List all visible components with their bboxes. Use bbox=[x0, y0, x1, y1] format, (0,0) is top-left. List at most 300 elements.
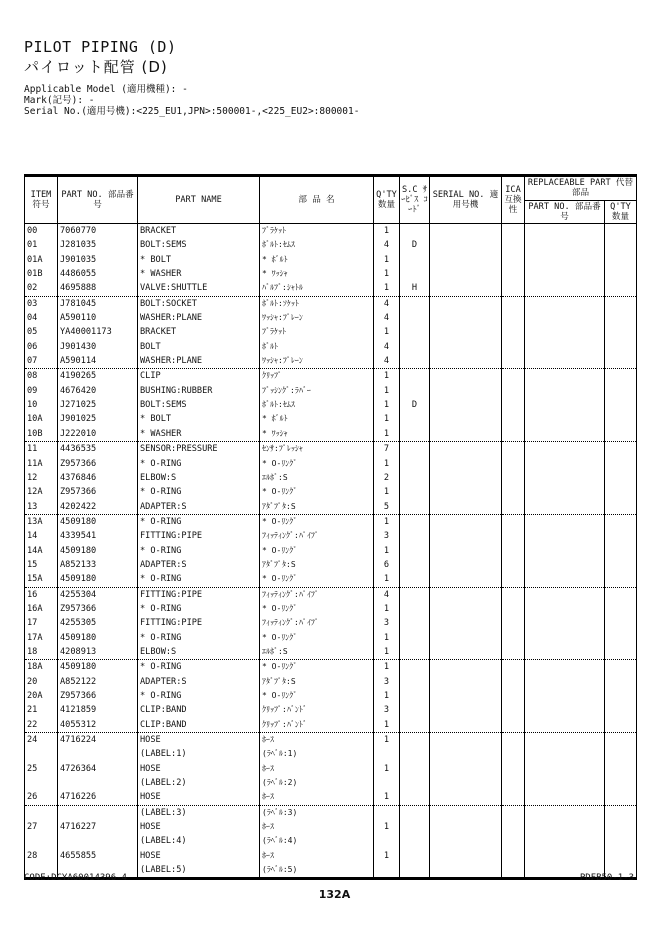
replaceable-part-no-cell bbox=[525, 412, 605, 426]
serial-no-cell bbox=[430, 645, 502, 660]
part-name-cell: CLIP:BAND bbox=[138, 703, 260, 717]
service-code-cell bbox=[400, 849, 430, 863]
table-row bbox=[25, 485, 637, 499]
item-cell: 07 bbox=[25, 354, 58, 369]
serial-no-cell bbox=[430, 660, 502, 675]
part-no-cell: 4716224 bbox=[58, 733, 138, 748]
serial-no-cell bbox=[430, 427, 502, 442]
ica-cell bbox=[502, 354, 525, 369]
table-row bbox=[25, 675, 637, 689]
jp-name-cell: ﾌｨｯﾃｨﾝｸﾞ:ﾊﾟｲﾌﾟ bbox=[260, 587, 374, 602]
serial-no-cell bbox=[430, 340, 502, 354]
part-name-cell: * O-RING bbox=[138, 457, 260, 471]
item-cell: 05 bbox=[25, 325, 58, 339]
table-row bbox=[25, 790, 637, 805]
item-cell: 00 bbox=[25, 224, 58, 239]
part-no-cell: 4509180 bbox=[58, 544, 138, 558]
header-item-label: ITEM 符号 bbox=[30, 190, 52, 210]
jp-name-cell: ﾎﾞﾙﾄ bbox=[260, 340, 374, 354]
part-name-cell: * O-RING bbox=[138, 572, 260, 587]
serial-no-cell bbox=[430, 689, 502, 703]
page-title: PILOT PIPING (D) bbox=[24, 38, 177, 56]
ica-cell bbox=[502, 267, 525, 281]
header-replaceable-part-no bbox=[525, 200, 605, 224]
replaceable-qty-cell bbox=[605, 834, 637, 848]
header-serial-no bbox=[430, 176, 502, 224]
part-no-cell: A852122 bbox=[58, 675, 138, 689]
part-no-cell: Z957366 bbox=[58, 602, 138, 616]
item-cell bbox=[25, 834, 58, 848]
jp-name-cell: ﾌﾞﾗｹｯﾄ bbox=[260, 325, 374, 339]
ica-cell bbox=[502, 631, 525, 645]
mark: Mark(記号): - bbox=[24, 95, 95, 106]
serial-no-cell bbox=[430, 790, 502, 805]
table-row bbox=[25, 660, 637, 675]
serial-no-cell bbox=[430, 500, 502, 515]
qty-cell: 1 bbox=[374, 660, 400, 675]
ica-cell bbox=[502, 645, 525, 660]
replaceable-part-no-cell bbox=[525, 354, 605, 369]
header-service-code bbox=[400, 176, 430, 224]
qty-cell: 1 bbox=[374, 602, 400, 616]
jp-name-cell: * O-ﾘﾝｸﾞ bbox=[260, 544, 374, 558]
qty-cell: 1 bbox=[374, 267, 400, 281]
replaceable-qty-cell bbox=[605, 675, 637, 689]
part-no-cell: 4339541 bbox=[58, 529, 138, 543]
table-row bbox=[25, 834, 637, 848]
item-cell: 06 bbox=[25, 340, 58, 354]
serial-no-cell bbox=[430, 384, 502, 398]
item-cell: 04 bbox=[25, 311, 58, 325]
qty-cell: 1 bbox=[374, 427, 400, 442]
replaceable-qty-cell bbox=[605, 616, 637, 630]
service-code-cell bbox=[400, 325, 430, 339]
replaceable-part-no-cell bbox=[525, 631, 605, 645]
jp-name-cell: ﾜｯｼｬ:ﾌﾟﾚｰﾝ bbox=[260, 354, 374, 369]
replaceable-part-no-cell bbox=[525, 587, 605, 602]
serial-no-cell bbox=[430, 281, 502, 296]
part-name-cell: BUSHING:RUBBER bbox=[138, 384, 260, 398]
header-qty-label: Q'TY 数量 bbox=[376, 190, 397, 210]
serial-no-cell bbox=[430, 267, 502, 281]
replaceable-qty-cell bbox=[605, 384, 637, 398]
replaceable-qty-cell bbox=[605, 325, 637, 339]
jp-name-cell: * O-ﾘﾝｸﾞ bbox=[260, 485, 374, 499]
table-row bbox=[25, 820, 637, 834]
item-cell: 11A bbox=[25, 457, 58, 471]
part-name-cell: HOSE bbox=[138, 733, 260, 748]
serial-no-cell bbox=[430, 587, 502, 602]
replaceable-part-no-cell bbox=[525, 500, 605, 515]
replaceable-qty-cell bbox=[605, 587, 637, 602]
item-cell: 18A bbox=[25, 660, 58, 675]
replaceable-part-no-cell bbox=[525, 427, 605, 442]
item-cell: 13A bbox=[25, 514, 58, 529]
jp-name-cell: ｸﾘｯﾌﾟ:ﾊﾞﾝﾄﾞ bbox=[260, 718, 374, 733]
document-reference: PDFB50-1-3 bbox=[579, 873, 634, 883]
table-row bbox=[25, 762, 637, 776]
part-no-cell: 4376846 bbox=[58, 471, 138, 485]
qty-cell: 4 bbox=[374, 238, 400, 252]
replaceable-qty-cell bbox=[605, 427, 637, 442]
serial-no-cell bbox=[430, 325, 502, 339]
jp-name-cell: ﾜｯｼｬ:ﾌﾟﾚｰﾝ bbox=[260, 311, 374, 325]
qty-cell: 1 bbox=[374, 369, 400, 384]
qty-cell: 2 bbox=[374, 471, 400, 485]
part-no-cell: J901025 bbox=[58, 412, 138, 426]
table-row bbox=[25, 544, 637, 558]
replaceable-qty-cell bbox=[605, 253, 637, 267]
qty-cell: 1 bbox=[374, 514, 400, 529]
service-code-cell bbox=[400, 544, 430, 558]
part-no-cell: YA40001173 bbox=[58, 325, 138, 339]
replaceable-part-no-cell bbox=[525, 849, 605, 863]
part-name-cell: * BOLT bbox=[138, 412, 260, 426]
item-cell: 12A bbox=[25, 485, 58, 499]
jp-name-cell: ｴﾙﾎﾞ:S bbox=[260, 645, 374, 660]
part-name-cell: (LABEL:3) bbox=[138, 805, 260, 820]
part-name-cell: BOLT:SEMS bbox=[138, 398, 260, 412]
header-ica bbox=[502, 176, 525, 224]
replaceable-qty-cell bbox=[605, 514, 637, 529]
jp-name-cell: ｴﾙﾎﾞ:S bbox=[260, 471, 374, 485]
replaceable-part-no-cell bbox=[525, 296, 605, 311]
qty-cell: 1 bbox=[374, 572, 400, 587]
item-cell: 01 bbox=[25, 238, 58, 252]
ica-cell bbox=[502, 514, 525, 529]
table-row bbox=[25, 412, 637, 426]
item-cell: 10 bbox=[25, 398, 58, 412]
ica-cell bbox=[502, 689, 525, 703]
item-cell bbox=[25, 747, 58, 761]
item-cell: 28 bbox=[25, 849, 58, 863]
item-cell: 20A bbox=[25, 689, 58, 703]
table-row bbox=[25, 238, 637, 252]
replaceable-qty-cell bbox=[605, 558, 637, 572]
replaceable-qty-cell bbox=[605, 733, 637, 748]
qty-cell: 7 bbox=[374, 442, 400, 457]
part-no-cell: J901430 bbox=[58, 340, 138, 354]
header-ica-label: ICA 互換性 bbox=[504, 185, 522, 215]
jp-name-cell: ﾎｰｽ bbox=[260, 849, 374, 863]
replaceable-qty-cell bbox=[605, 224, 637, 239]
qty-cell: 4 bbox=[374, 354, 400, 369]
service-code-cell bbox=[400, 485, 430, 499]
service-code-cell bbox=[400, 457, 430, 471]
ica-cell bbox=[502, 790, 525, 805]
replaceable-qty-cell bbox=[605, 412, 637, 426]
serial-no-cell bbox=[430, 354, 502, 369]
part-name-cell: * O-RING bbox=[138, 485, 260, 499]
jp-name-cell: * O-ﾘﾝｸﾞ bbox=[260, 602, 374, 616]
table-row bbox=[25, 369, 637, 384]
replaceable-part-no-cell bbox=[525, 660, 605, 675]
header-replaceable-qty bbox=[605, 200, 637, 224]
ica-cell bbox=[502, 457, 525, 471]
item-cell: 17 bbox=[25, 616, 58, 630]
qty-cell: 3 bbox=[374, 616, 400, 630]
jp-name-cell: * ﾎﾞﾙﾄ bbox=[260, 412, 374, 426]
service-code-cell bbox=[400, 572, 430, 587]
ica-cell bbox=[502, 776, 525, 790]
ica-cell bbox=[502, 863, 525, 879]
header-service-code-label: S.C ｻｰﾋﾞｽ ｺｰﾄﾞ bbox=[401, 185, 428, 215]
item-cell: 18 bbox=[25, 645, 58, 660]
service-code-cell bbox=[400, 514, 430, 529]
ica-cell bbox=[502, 500, 525, 515]
replaceable-qty-cell bbox=[605, 442, 637, 457]
ica-cell bbox=[502, 733, 525, 748]
serial-no-cell bbox=[430, 471, 502, 485]
replaceable-qty-cell bbox=[605, 602, 637, 616]
part-no-cell bbox=[58, 747, 138, 761]
serial-no-cell bbox=[430, 776, 502, 790]
service-code-cell bbox=[400, 253, 430, 267]
part-name-cell: SENSOR:PRESSURE bbox=[138, 442, 260, 457]
service-code-cell bbox=[400, 224, 430, 239]
replaceable-qty-cell bbox=[605, 544, 637, 558]
jp-name-cell: ﾌｨｯﾃｨﾝｸﾞ:ﾊﾟｲﾌﾟ bbox=[260, 529, 374, 543]
table-row bbox=[25, 325, 637, 339]
jp-name-cell: * ﾎﾞﾙﾄ bbox=[260, 253, 374, 267]
jp-name-cell: ｱﾀﾞﾌﾟﾀ:S bbox=[260, 558, 374, 572]
item-cell: 14 bbox=[25, 529, 58, 543]
service-code-cell bbox=[400, 558, 430, 572]
table-row bbox=[25, 703, 637, 717]
jp-name-cell: * O-ﾘﾝｸﾞ bbox=[260, 572, 374, 587]
jp-name-cell: * O-ﾘﾝｸﾞ bbox=[260, 631, 374, 645]
serial-no-cell bbox=[430, 558, 502, 572]
ica-cell bbox=[502, 572, 525, 587]
service-code-cell: H bbox=[400, 281, 430, 296]
part-name-cell: ADAPTER:S bbox=[138, 500, 260, 515]
header-jp-name-label: 部 品 名 bbox=[298, 195, 335, 205]
part-no-cell: A590110 bbox=[58, 311, 138, 325]
item-cell: 12 bbox=[25, 471, 58, 485]
serial-no-cell bbox=[430, 238, 502, 252]
part-no-cell: 4509180 bbox=[58, 631, 138, 645]
table-row bbox=[25, 602, 637, 616]
replaceable-part-no-cell bbox=[525, 457, 605, 471]
replaceable-qty-cell bbox=[605, 311, 637, 325]
ica-cell bbox=[502, 253, 525, 267]
item-cell: 15A bbox=[25, 572, 58, 587]
serial-no-cell bbox=[430, 369, 502, 384]
part-no-cell: 4255304 bbox=[58, 587, 138, 602]
jp-name-cell: ﾎｰｽ bbox=[260, 820, 374, 834]
jp-name-cell: ｾﾝｻ:ﾌﾟﾚｯｼｬ bbox=[260, 442, 374, 457]
header-part-no bbox=[58, 176, 138, 224]
part-name-cell: WASHER:PLANE bbox=[138, 354, 260, 369]
parts-table-body bbox=[25, 224, 637, 879]
service-code-cell bbox=[400, 500, 430, 515]
jp-name-cell: ﾎｰｽ bbox=[260, 733, 374, 748]
part-no-cell: A852133 bbox=[58, 558, 138, 572]
ica-cell bbox=[502, 442, 525, 457]
part-name-cell: * O-RING bbox=[138, 514, 260, 529]
replaceable-part-no-cell bbox=[525, 471, 605, 485]
ica-cell bbox=[502, 281, 525, 296]
item-cell: 11 bbox=[25, 442, 58, 457]
service-code-cell bbox=[400, 442, 430, 457]
replaceable-part-no-cell bbox=[525, 281, 605, 296]
replaceable-part-no-cell bbox=[525, 820, 605, 834]
service-code-cell bbox=[400, 340, 430, 354]
table-row bbox=[25, 849, 637, 863]
service-code-cell bbox=[400, 602, 430, 616]
table-row bbox=[25, 457, 637, 471]
item-cell: 24 bbox=[25, 733, 58, 748]
ica-cell bbox=[502, 296, 525, 311]
table-row bbox=[25, 747, 637, 761]
ica-cell bbox=[502, 849, 525, 863]
table-row bbox=[25, 718, 637, 733]
item-cell: 15 bbox=[25, 558, 58, 572]
part-name-cell: HOSE bbox=[138, 820, 260, 834]
replaceable-qty-cell bbox=[605, 572, 637, 587]
replaceable-part-no-cell bbox=[525, 340, 605, 354]
part-name-cell: FITTING:PIPE bbox=[138, 529, 260, 543]
qty-cell: 1 bbox=[374, 412, 400, 426]
ica-cell bbox=[502, 616, 525, 630]
ica-cell bbox=[502, 412, 525, 426]
qty-cell: 1 bbox=[374, 384, 400, 398]
part-name-cell: BRACKET bbox=[138, 325, 260, 339]
jp-name-cell: * O-ﾘﾝｸﾞ bbox=[260, 689, 374, 703]
replaceable-qty-cell bbox=[605, 689, 637, 703]
part-no-cell: 4486055 bbox=[58, 267, 138, 281]
jp-name-cell: ﾌﾞｯｼﾝｸﾞ:ﾗﾊﾞｰ bbox=[260, 384, 374, 398]
serial-no-cell bbox=[430, 572, 502, 587]
serial-no-cell bbox=[430, 398, 502, 412]
header-part-name bbox=[138, 176, 260, 224]
parts-table bbox=[24, 174, 637, 880]
service-code-cell bbox=[400, 733, 430, 748]
serial-no-cell bbox=[430, 296, 502, 311]
jp-name-cell: ﾌｨｯﾃｨﾝｸﾞ:ﾊﾟｲﾌﾟ bbox=[260, 616, 374, 630]
part-no-cell: 4190265 bbox=[58, 369, 138, 384]
part-no-cell: 4695888 bbox=[58, 281, 138, 296]
part-name-cell: (LABEL:2) bbox=[138, 776, 260, 790]
item-cell: 10A bbox=[25, 412, 58, 426]
part-no-cell: J271025 bbox=[58, 398, 138, 412]
ica-cell bbox=[502, 529, 525, 543]
serial-no-cell bbox=[430, 733, 502, 748]
qty-cell: 1 bbox=[374, 457, 400, 471]
serial-no-cell bbox=[430, 544, 502, 558]
part-no-cell: Z957366 bbox=[58, 485, 138, 499]
replaceable-qty-cell bbox=[605, 398, 637, 412]
replaceable-part-no-cell bbox=[525, 253, 605, 267]
replaceable-part-no-cell bbox=[525, 718, 605, 733]
ica-cell bbox=[502, 544, 525, 558]
qty-cell: 1 bbox=[374, 544, 400, 558]
replaceable-qty-cell bbox=[605, 703, 637, 717]
item-cell: 21 bbox=[25, 703, 58, 717]
replaceable-part-no-cell bbox=[525, 398, 605, 412]
ica-cell bbox=[502, 718, 525, 733]
jp-name-cell: * ﾜｯｼｬ bbox=[260, 267, 374, 281]
qty-cell: 1 bbox=[374, 398, 400, 412]
item-cell: 27 bbox=[25, 820, 58, 834]
qty-cell: 1 bbox=[374, 631, 400, 645]
item-cell: 08 bbox=[25, 369, 58, 384]
item-cell: 16 bbox=[25, 587, 58, 602]
jp-name-cell: (ﾗﾍﾞﾙ:4) bbox=[260, 834, 374, 848]
replaceable-qty-cell bbox=[605, 500, 637, 515]
replaceable-part-no-cell bbox=[525, 733, 605, 748]
jp-name-cell: * ﾜｯｼｬ bbox=[260, 427, 374, 442]
part-name-cell: * WASHER bbox=[138, 427, 260, 442]
part-no-cell: 4655855 bbox=[58, 849, 138, 863]
part-no-cell: A590114 bbox=[58, 354, 138, 369]
jp-name-cell: * O-ﾘﾝｸﾞ bbox=[260, 660, 374, 675]
page-title-japanese: パイロット配管 (D) bbox=[24, 58, 168, 76]
service-code-cell bbox=[400, 820, 430, 834]
service-code-cell bbox=[400, 703, 430, 717]
table-row bbox=[25, 398, 637, 412]
header-replaceable-part-no-label: PART NO. 部品番号 bbox=[528, 201, 601, 222]
part-name-cell: ADAPTER:S bbox=[138, 675, 260, 689]
header-part-name-label: PART NAME bbox=[175, 195, 222, 205]
table-row bbox=[25, 296, 637, 311]
ica-cell bbox=[502, 369, 525, 384]
service-code-cell bbox=[400, 718, 430, 733]
service-code-cell bbox=[400, 311, 430, 325]
part-name-cell: HOSE bbox=[138, 849, 260, 863]
service-code-cell bbox=[400, 587, 430, 602]
ica-cell bbox=[502, 311, 525, 325]
item-cell: 25 bbox=[25, 762, 58, 776]
part-no-cell bbox=[58, 805, 138, 820]
jp-name-cell: (ﾗﾍﾞﾙ:1) bbox=[260, 747, 374, 761]
header-jp-name bbox=[260, 176, 374, 224]
replaceable-part-no-cell bbox=[525, 267, 605, 281]
replaceable-qty-cell bbox=[605, 267, 637, 281]
jp-name-cell: ﾎﾞﾙﾄ:ｾﾑｽ bbox=[260, 238, 374, 252]
replaceable-qty-cell bbox=[605, 369, 637, 384]
service-code-cell bbox=[400, 660, 430, 675]
serial-no-cell bbox=[430, 311, 502, 325]
item-cell bbox=[25, 805, 58, 820]
replaceable-part-no-cell bbox=[525, 325, 605, 339]
replaceable-part-no-cell bbox=[525, 703, 605, 717]
part-no-cell: 4255305 bbox=[58, 616, 138, 630]
part-name-cell: ELBOW:S bbox=[138, 645, 260, 660]
ica-cell bbox=[502, 471, 525, 485]
replaceable-qty-cell bbox=[605, 281, 637, 296]
serial-no-cell bbox=[430, 412, 502, 426]
service-code-cell bbox=[400, 267, 430, 281]
service-code-cell bbox=[400, 762, 430, 776]
jp-name-cell: ﾌﾞﾗｹｯﾄ bbox=[260, 224, 374, 239]
part-name-cell: * O-RING bbox=[138, 660, 260, 675]
serial-no-cell bbox=[430, 224, 502, 239]
qty-cell bbox=[374, 805, 400, 820]
ica-cell bbox=[502, 325, 525, 339]
serial-no-cell bbox=[430, 631, 502, 645]
replaceable-qty-cell bbox=[605, 340, 637, 354]
part-name-cell: CLIP:BAND bbox=[138, 718, 260, 733]
replaceable-part-no-cell bbox=[525, 558, 605, 572]
item-cell: 01B bbox=[25, 267, 58, 281]
table-row bbox=[25, 253, 637, 267]
qty-cell bbox=[374, 834, 400, 848]
replaceable-part-no-cell bbox=[525, 747, 605, 761]
part-no-cell: 4716226 bbox=[58, 790, 138, 805]
replaceable-part-no-cell bbox=[525, 485, 605, 499]
replaceable-part-no-cell bbox=[525, 645, 605, 660]
